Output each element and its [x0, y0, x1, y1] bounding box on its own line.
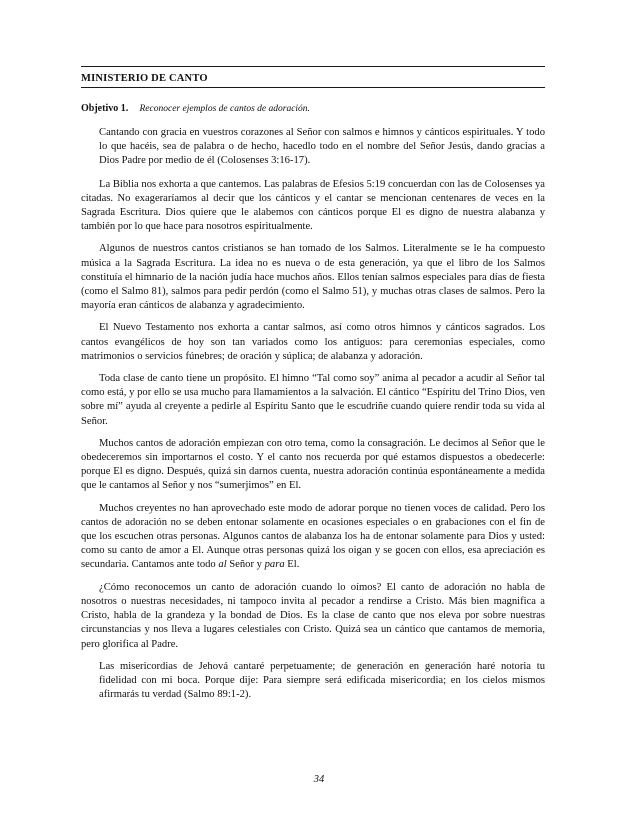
- paragraph-6-mid: Señor y: [226, 559, 265, 571]
- objective: [81, 103, 545, 115]
- page-number: 34: [313, 774, 325, 785]
- paragraph-4: Toda clase de canto tiene un propósito. El himno “Tal como soy” anima al pecador a acudir al Señor tal como está, y por ello se usa mucho para llamamientos a la salvación. El cántico “Espíritu del Trino Dios, ven sobre mí” ayuda al creyente a pedirle al Espíritu Santo que le escudriñe cuando quiere rendir toda su vida al Señor.: [81, 373, 545, 427]
- objective-text: Reconocer ejemplos de cantos de adoración.: [139, 104, 310, 114]
- paragraph-1: La Biblia nos exhorta a que cantemos. Las palabras de Efesios 5:19 concuerdan con las de Colosenses ya citadas. No exageraríamos al decir que los cánticos y el cantar se mencionan centenares de veces en la Sagrada Escritura. Dios quiere que le alabemos con cánticos porque El es digno de nuestra alabanza y también por lo que hace para nosotros espiritualmente.: [81, 178, 545, 233]
- paragraph-7: ¿Cómo reconocemos un canto de adoración cuando lo oímos? El canto de adoración no habla de nosotros o nuestras necesidades, ni tampoco invita al pecador a rendirse a Cristo. Más bien magnifica a Cristo, habla de la grandeza y la bondad de Dios. Es la clase de canto que nos eleva por sobre nuestras circunstancias y nos lleva a lugares celestiales con Cristo. Quizá sea un cántico que cantamos de memoria, pero glorifica al Padre.: [81, 581, 545, 650]
- paragraph-6: [81, 502, 545, 573]
- section-title: MINISTERIO DE CANTO: [81, 73, 208, 84]
- objective-label: Objetivo 1.: [81, 103, 129, 114]
- paragraph-5: Muchos cantos de adoración empiezan con otro tema, como la consagración. Le decimos al Señor que le obedeceremos sin importarnos el costo. Y el canto nos recuerda por qué estamos dispuestos a obedecerle: porque El es digno. Después, quizá sin darnos cuenta, nuestra adoración continúa espontáneamente a medida que le cantamos al Señor y nos “sumerjimos” en El.: [81, 437, 545, 492]
- page-body: [81, 66, 545, 702]
- scripture-quote-colossians: Cantando con gracia en vuestros corazones al Señor con salmos e himnos y cánticos espirituales. Y todo lo que hacéis, sea de palabra o de hecho, hacedlo todo en el nombre del Señor Jesús, dando gracias a Dios Padre por medio de él (Colosenses 3:16-17).: [99, 127, 545, 167]
- paragraph-6-text: Muchos creyentes no han aprovechado este modo de adorar porque no tienen voces de calidad. Pero los cantos de adoración no se deben entonar solamente en ocasiones especiales o en grabaciones con el fin de que los escuchen otras personas. Algunos cantos de alabanza los ha de entonar solamente para Dios y usted: como su canto de amor a El. Aunque otras personas quizá los oigan y se gocen con ellos, esa apreciación es secundaria. Cantamos ante todo: [81, 502, 545, 571]
- emphasis-al: al: [218, 559, 227, 571]
- paragraph-2: Algunos de nuestros cantos cristianos se han tomado de los Salmos. Literalmente se le ha compuesto música a la Sagrada Escritura. La idea no es nueva o de esta generación, ya que el libro de los Salmos constituía el himnario de la nación judía hace muchos años. Ellos tenían salmos especiales para días de fiesta (como el Salmo 81), salmos para pedir perdón (como el Salmo 51), y muchas otras clases de salmos. Pero la mayoría eran cánticos de alabanza y agradecimiento.: [81, 243, 545, 312]
- top-rule: [81, 66, 545, 67]
- paragraph-6-end: El.: [284, 559, 300, 571]
- emphasis-para: para: [264, 559, 285, 571]
- paragraph-3: El Nuevo Testamento nos exhorta a cantar salmos, así como otros himnos y cánticos sagrados. Los cantos evangélicos de hoy son tan variados como los antiguos: para ceremonias especiales, como matrimonios o servicios fúnebres; de oración y súplica; de alabanza y adoración.: [81, 322, 545, 362]
- title-rule: [81, 87, 545, 88]
- scripture-quote-psalm: Las misericordias de Jehová cantaré perpetuamente; de generación en generación haré notoria tu fidelidad con mi boca. Porque dije: Para siempre será edificada misericordia; en los cielos mismos afirmarás tu verdad (Salmo 89:1-2).: [99, 660, 545, 701]
